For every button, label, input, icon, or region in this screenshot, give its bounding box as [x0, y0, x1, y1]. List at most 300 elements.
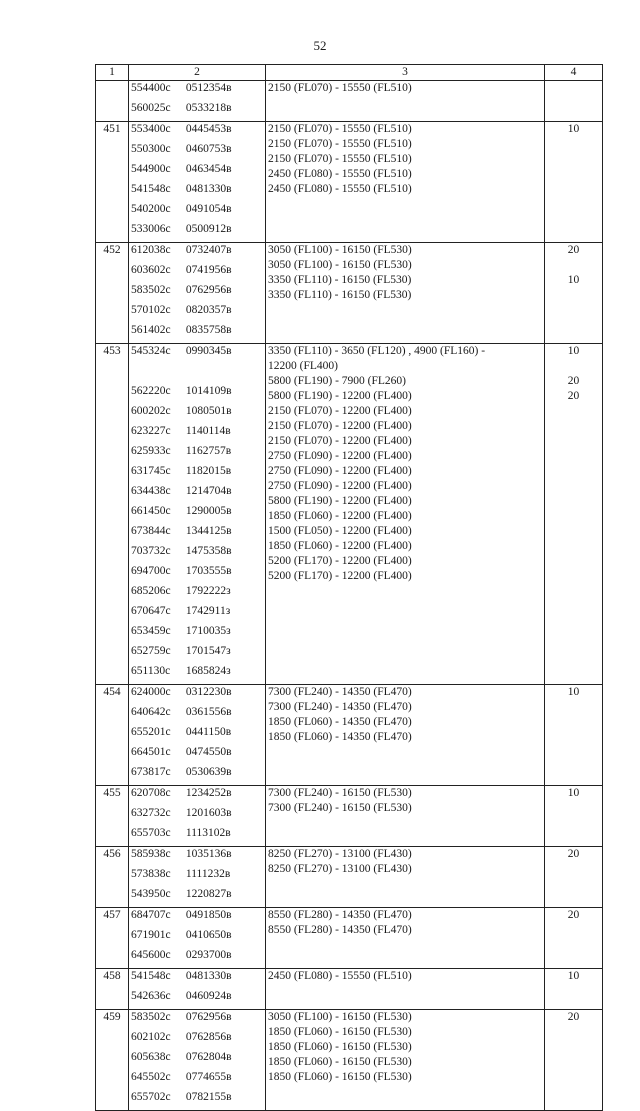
latitude: 583502с: [131, 1011, 171, 1023]
longitude: 0293700в: [185, 949, 232, 961]
longitude: 1792222з: [185, 585, 231, 597]
latitude: 703732с: [131, 545, 171, 557]
coordinate-line: [131, 887, 232, 902]
coordinates-cell: [129, 786, 266, 847]
altitude-range: 2150 (FL070) - 15550 (FL510): [268, 123, 412, 135]
coordinate-line: [131, 948, 232, 963]
altitude-range-cell: [266, 243, 545, 344]
altitude-range: [268, 938, 544, 953]
value-cell: [545, 122, 603, 243]
latitude: 533006с: [131, 223, 171, 235]
latitude: 671901с: [131, 929, 171, 941]
coordinate-line: [131, 604, 230, 619]
latitude: 560025с: [131, 102, 171, 114]
latitude: 625933с: [131, 445, 171, 457]
longitude: 1014109в: [185, 385, 232, 397]
altitude-range: 5800 (FL190) - 12200 (FL400): [268, 390, 412, 402]
coordinate-line: [131, 504, 232, 519]
coordinate-line: [131, 544, 232, 559]
zone-id: 451: [103, 123, 121, 135]
longitude: 0762856в: [185, 1031, 232, 1043]
altitude-range: 2750 (FL090) - 12200 (FL400): [268, 450, 412, 462]
longitude: 1214704в: [185, 485, 232, 497]
latitude: 661450с: [131, 505, 171, 517]
longitude: 0732407в: [185, 244, 232, 256]
latitude: 664501с: [131, 746, 171, 758]
altitude-range: 2150 (FL070) - 12200 (FL400): [268, 405, 412, 417]
zone-id: 457: [103, 909, 121, 921]
coordinate-line: [131, 444, 231, 459]
altitude-range: 2750 (FL090) - 12200 (FL400): [268, 480, 412, 492]
altitude-range: 2450 (FL080) - 15550 (FL510): [268, 168, 412, 180]
value: [545, 923, 602, 938]
longitude: 0410650в: [185, 929, 232, 941]
coordinates-cell: [129, 969, 266, 1010]
latitude: 673844с: [131, 525, 171, 537]
altitude-range: 8250 (FL270) - 13100 (FL430): [268, 848, 412, 860]
coordinate-line: [131, 786, 232, 801]
longitude: 0445453в: [185, 123, 232, 135]
latitude: 623227с: [131, 425, 171, 437]
coordinate-line: [131, 1070, 232, 1085]
altitude-range: 1850 (FL060) - 12200 (FL400): [268, 510, 412, 522]
value: 20: [567, 375, 580, 387]
value: [545, 404, 602, 419]
value: [545, 862, 602, 877]
coordinate-line: [131, 705, 232, 720]
table-row: [96, 344, 603, 685]
coordinate-line: [131, 969, 232, 984]
altitude-range-cell: [266, 786, 545, 847]
value: [545, 81, 602, 96]
longitude: 0481330в: [185, 183, 232, 195]
zone-id-cell: [96, 344, 129, 685]
coordinates-cell: [129, 344, 266, 685]
latitude: 632732с: [131, 807, 171, 819]
latitude: 583502с: [131, 284, 171, 296]
value: [545, 938, 602, 953]
coordinate-line: [131, 344, 232, 359]
longitude: 0312230в: [185, 686, 232, 698]
value: [545, 197, 602, 212]
altitude-range: 8250 (FL270) - 13100 (FL430): [268, 863, 412, 875]
altitude-range-cell: [266, 908, 545, 969]
altitude-range: 1850 (FL060) - 16150 (FL530): [268, 1056, 412, 1068]
altitude-range: 2750 (FL090) - 12200 (FL400): [268, 465, 412, 477]
value: [545, 554, 602, 569]
longitude: 0762956в: [185, 1011, 232, 1023]
latitude: 634438с: [131, 485, 171, 497]
altitude-range: 2150 (FL070) - 12200 (FL400): [268, 420, 412, 432]
altitude-range: [268, 745, 544, 760]
value: [545, 1025, 602, 1040]
column-header-2: 2: [129, 65, 266, 81]
value: 10: [567, 274, 580, 286]
longitude: 1710035з: [185, 625, 231, 637]
altitude-range: 2150 (FL070) - 15550 (FL510): [268, 153, 412, 165]
zone-id: 456: [103, 848, 121, 860]
zone-id-cell: [96, 1010, 129, 1111]
altitude-range: 7300 (FL240) - 16150 (FL530): [268, 802, 412, 814]
table-header-row: [96, 65, 603, 81]
value: [545, 137, 602, 152]
value: [545, 258, 602, 273]
coordinate-line: [131, 725, 231, 740]
value-cell: [545, 81, 603, 122]
longitude: 0512354в: [185, 82, 232, 94]
coordinate-line: [131, 364, 186, 379]
value: [545, 524, 602, 539]
longitude: 1685824з: [185, 665, 231, 677]
altitude-range-cell: [266, 1010, 545, 1111]
altitude-range: 2150 (FL070) - 15550 (FL510): [268, 82, 412, 94]
longitude: 0463454в: [185, 163, 232, 175]
value: [545, 449, 602, 464]
value: [545, 167, 602, 182]
zone-id-cell: [96, 786, 129, 847]
longitude: 1703555в: [185, 565, 232, 577]
value: [545, 303, 602, 318]
coordinate-line: [131, 122, 232, 137]
coordinate-line: [131, 81, 232, 96]
zone-id: 459: [103, 1011, 121, 1023]
altitude-range-cell: [266, 847, 545, 908]
coordinate-line: [131, 664, 231, 679]
coordinate-line: [131, 826, 231, 841]
longitude: 0474550в: [185, 746, 232, 758]
table-row: [96, 786, 603, 847]
coordinate-line: [131, 464, 231, 479]
latitude: 570102с: [131, 304, 171, 316]
longitude: 1475358в: [185, 545, 232, 557]
value: [545, 288, 602, 303]
altitude-range: 8550 (FL280) - 14350 (FL470): [268, 909, 412, 921]
altitude-range: 5200 (FL170) - 12200 (FL400): [268, 555, 412, 567]
value: 20: [567, 909, 580, 921]
latitude: 543950с: [131, 888, 171, 900]
longitude: 0500912в: [185, 223, 232, 235]
altitude-range: 3050 (FL100) - 16150 (FL530): [268, 259, 412, 271]
altitude-range: 1850 (FL060) - 12200 (FL400): [268, 540, 412, 552]
value-cell: [545, 908, 603, 969]
longitude: 1742911з: [185, 605, 231, 617]
coordinate-line: [131, 584, 231, 599]
value-cell: [545, 243, 603, 344]
zone-id: 458: [103, 970, 121, 982]
zone-id-cell: [96, 969, 129, 1010]
altitude-range: 1850 (FL060) - 16150 (FL530): [268, 1071, 412, 1083]
coordinate-line: [131, 624, 231, 639]
longitude: 0441150в: [185, 726, 232, 738]
coordinate-line: [131, 867, 230, 882]
table-row: [96, 81, 603, 122]
latitude: 573838с: [131, 868, 171, 880]
value: 20: [567, 244, 580, 256]
latitude: 631745с: [131, 465, 171, 477]
longitude: 1111232в: [185, 868, 231, 880]
value: [545, 539, 602, 554]
longitude: 0533218в: [185, 102, 232, 114]
altitude-range: 2150 (FL070) - 15550 (FL510): [268, 138, 412, 150]
value: [545, 745, 602, 760]
column-header-3: 3: [266, 65, 545, 81]
value: [545, 569, 602, 584]
latitude: 624000с: [131, 686, 171, 698]
zone-id: [96, 81, 128, 96]
altitude-range: [268, 96, 544, 111]
coordinate-line: [131, 989, 232, 1004]
coordinate-line: [131, 162, 232, 177]
longitude: 0481330в: [185, 970, 232, 982]
longitude: 0741956в: [185, 264, 232, 276]
latitude: 542636с: [131, 990, 171, 1002]
table-body: [96, 81, 603, 1111]
coordinates-cell: [129, 1010, 266, 1111]
value: [545, 464, 602, 479]
longitude: 1140114в: [185, 425, 231, 437]
value: [545, 479, 602, 494]
longitude: 1234252в: [185, 787, 232, 799]
altitude-range: 3350 (FL110) - 3650 (FL120) , 4900 (FL160) -: [268, 345, 486, 357]
coordinate-line: [131, 384, 232, 399]
longitude: 0530639в: [185, 766, 232, 778]
value: [545, 700, 602, 715]
coordinate-line: [131, 847, 232, 862]
altitude-range: 1850 (FL060) - 16150 (FL530): [268, 1026, 412, 1038]
value: [545, 877, 602, 892]
altitude-range-cell: [266, 685, 545, 786]
value: 20: [567, 1011, 580, 1023]
altitude-range: 3350 (FL110) - 16150 (FL530): [268, 289, 412, 301]
longitude: 0762804в: [185, 1051, 232, 1063]
altitude-range: 3050 (FL100) - 16150 (FL530): [268, 244, 412, 256]
coordinate-line: [131, 202, 232, 217]
longitude: 1182015в: [185, 465, 232, 477]
altitude-range: 7300 (FL240) - 14350 (FL470): [268, 686, 412, 698]
altitude-range: 2450 (FL080) - 15550 (FL510): [268, 183, 412, 195]
latitude: 645502с: [131, 1071, 171, 1083]
coordinate-line: [131, 222, 232, 237]
coordinate-line: [131, 1090, 232, 1105]
longitude: 1344125в: [185, 525, 232, 537]
longitude: 1290005в: [185, 505, 232, 517]
zone-id: 452: [103, 244, 121, 256]
longitude: 0820357в: [185, 304, 232, 316]
altitude-range: 7300 (FL240) - 16150 (FL530): [268, 787, 412, 799]
coordinates-cell: [129, 81, 266, 122]
latitude: 562220с: [131, 385, 171, 397]
latitude: 561402с: [131, 324, 171, 336]
table-row: [96, 243, 603, 344]
value: [545, 182, 602, 197]
longitude: 1162757в: [185, 445, 232, 457]
latitude: 541548с: [131, 970, 171, 982]
altitude-range: [268, 197, 544, 212]
value-cell: [545, 847, 603, 908]
latitude: 603602с: [131, 264, 171, 276]
altitude-range: [268, 877, 544, 892]
value: [545, 1040, 602, 1055]
coordinate-line: [131, 484, 232, 499]
zone-id-cell: [96, 122, 129, 243]
value-cell: [545, 344, 603, 685]
coordinate-line: [131, 243, 232, 258]
longitude: 0491054в: [185, 203, 232, 215]
latitude: 540200с: [131, 203, 171, 215]
latitude: 670647с: [131, 605, 171, 617]
value-cell: [545, 1010, 603, 1111]
latitude: 653459с: [131, 625, 171, 637]
value: [545, 984, 602, 999]
longitude: 0762956в: [185, 284, 232, 296]
zone-id-cell: [96, 908, 129, 969]
value-cell: [545, 786, 603, 847]
longitude: 0835758в: [185, 324, 232, 336]
altitude-range: 1850 (FL060) - 14350 (FL470): [268, 731, 412, 743]
altitude-range: 1500 (FL050) - 12200 (FL400): [268, 525, 412, 537]
latitude: 602102с: [131, 1031, 171, 1043]
table-row: [96, 969, 603, 1010]
altitude-range: 1850 (FL060) - 14350 (FL470): [268, 716, 412, 728]
altitude-range: 3050 (FL100) - 16150 (FL530): [268, 1011, 412, 1023]
altitude-range-cell: [266, 81, 545, 122]
altitude-range: [268, 816, 544, 831]
latitude: 585938с: [131, 848, 171, 860]
coordinate-line: [131, 685, 232, 700]
latitude: 655703с: [131, 827, 171, 839]
coordinate-line: [131, 928, 232, 943]
latitude: 685206с: [131, 585, 171, 597]
latitude: 600202с: [131, 405, 171, 417]
coordinate-line: [131, 765, 232, 780]
value: [545, 509, 602, 524]
value: [545, 715, 602, 730]
altitude-range: 5800 (FL190) - 7900 (FL260): [268, 375, 406, 387]
longitude: 0990345в: [185, 345, 232, 357]
latitude: 655201с: [131, 726, 171, 738]
latitude: 673817с: [131, 766, 171, 778]
coordinate-line: [131, 323, 232, 338]
value: 20: [567, 848, 580, 860]
altitude-range: 1850 (FL060) - 16150 (FL530): [268, 1041, 412, 1053]
latitude: 553400с: [131, 123, 171, 135]
value: 20: [567, 390, 580, 402]
value: [545, 152, 602, 167]
table-row: [96, 1010, 603, 1111]
latitude: 645600с: [131, 949, 171, 961]
latitude: 684707с: [131, 909, 171, 921]
altitude-range: 7300 (FL240) - 14350 (FL470): [268, 701, 412, 713]
latitude: 541548с: [131, 183, 171, 195]
table-row: [96, 122, 603, 243]
coordinates-cell: [129, 685, 266, 786]
value: 10: [567, 345, 580, 357]
longitude: 1201603в: [185, 807, 232, 819]
latitude: 620708с: [131, 787, 171, 799]
page-number: 52: [313, 38, 327, 53]
coordinate-line: [131, 806, 232, 821]
coordinate-line: [131, 1010, 232, 1025]
coordinate-line: [131, 424, 231, 439]
zone-id: 453: [103, 345, 121, 357]
latitude: 694700с: [131, 565, 171, 577]
value: [545, 730, 602, 745]
latitude: 651130с: [131, 665, 171, 677]
value-cell: [545, 969, 603, 1010]
coordinate-line: [131, 142, 232, 157]
altitude-range-cell: [266, 122, 545, 243]
column-header-4: 4: [545, 65, 603, 81]
latitude: 655702с: [131, 1091, 171, 1103]
altitude-range: 8550 (FL280) - 14350 (FL470): [268, 924, 412, 936]
coordinate-line: [131, 404, 232, 419]
value: 10: [567, 686, 580, 698]
altitude-range: 5200 (FL170) - 12200 (FL400): [268, 570, 412, 582]
value: [545, 494, 602, 509]
latitude: 640642с: [131, 706, 171, 718]
latitude: 554400с: [131, 82, 171, 94]
coordinate-line: [131, 182, 232, 197]
longitude: 0782155в: [185, 1091, 232, 1103]
longitude: 0774655в: [185, 1071, 232, 1083]
zone-id-cell: [96, 81, 129, 122]
coordinates-cell: [129, 847, 266, 908]
value: [545, 1070, 602, 1085]
value: [545, 359, 602, 374]
column-header-1: 1: [96, 65, 129, 81]
altitude-range-cell: [266, 969, 545, 1010]
coordinates-cell: [129, 243, 266, 344]
value: [545, 434, 602, 449]
coordinate-line: [131, 644, 231, 659]
coordinates-cell: [129, 122, 266, 243]
altitude-range: [268, 584, 544, 599]
coordinate-line: [131, 524, 232, 539]
table-row: [96, 908, 603, 969]
coordinate-line: [131, 1050, 232, 1065]
longitude: 1220827в: [185, 888, 232, 900]
coordinate-line: [131, 745, 232, 760]
zone-id-cell: [96, 847, 129, 908]
table-row: [96, 685, 603, 786]
longitude: 1113102в: [185, 827, 231, 839]
coordinate-line: [131, 564, 232, 579]
coordinate-line: [131, 101, 232, 116]
value-cell: [545, 685, 603, 786]
longitude: 0361556в: [185, 706, 232, 718]
latitude: 545324с: [131, 345, 171, 357]
altitude-range: 2150 (FL070) - 12200 (FL400): [268, 435, 412, 447]
coordinate-line: [131, 908, 232, 923]
latitude: 612038с: [131, 244, 171, 256]
longitude: 0460924в: [185, 990, 232, 1002]
latitude: 550300с: [131, 143, 171, 155]
value: [545, 801, 602, 816]
latitude: 652759с: [131, 645, 171, 657]
airspace-table: [95, 64, 603, 1111]
value: [545, 1055, 602, 1070]
altitude-range: [268, 303, 544, 318]
value: 10: [567, 787, 580, 799]
longitude: 1701547з: [185, 645, 231, 657]
coordinates-cell: [129, 908, 266, 969]
zone-id-cell: [96, 685, 129, 786]
altitude-range-cell: [266, 344, 545, 685]
table-row: [96, 847, 603, 908]
coordinate-line: [131, 303, 232, 318]
value: [545, 816, 602, 831]
value: [545, 584, 602, 599]
